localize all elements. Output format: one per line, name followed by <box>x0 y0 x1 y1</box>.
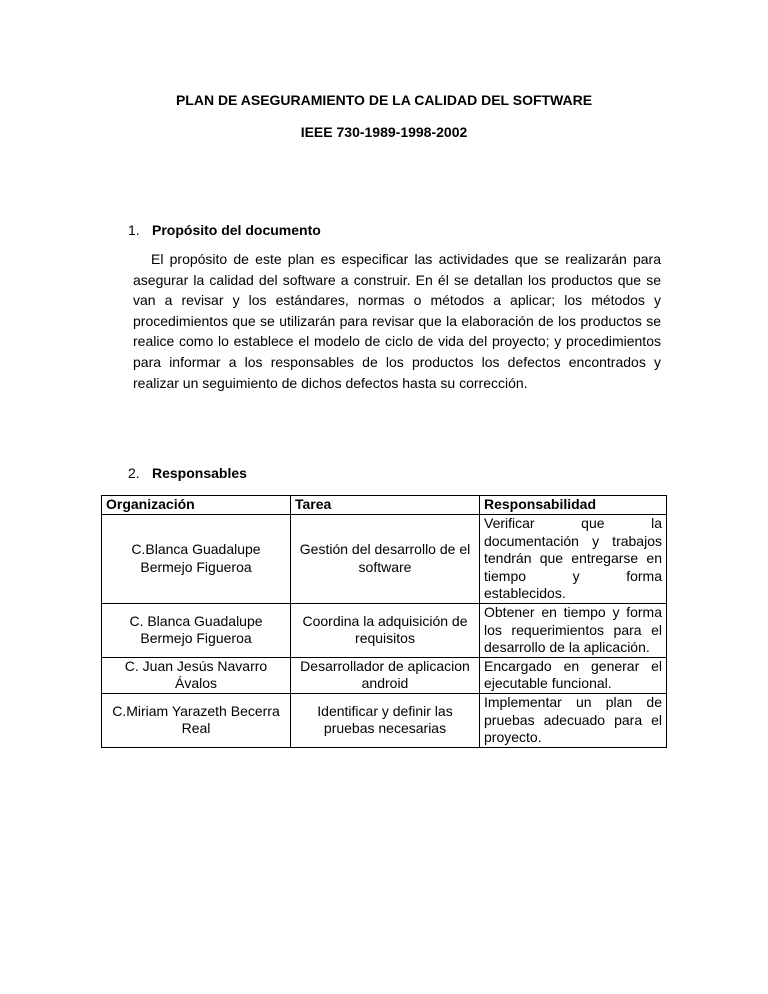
cell-tarea: Gestión del desarrollo de el software <box>291 515 480 604</box>
cell-organizacion: C. Blanca Guadalupe Bermejo Figueroa <box>102 603 291 657</box>
section-title: Responsables <box>152 465 247 481</box>
cell-organizacion: C.Blanca Guadalupe Bermejo Figueroa <box>102 515 291 604</box>
cell-responsabilidad: Encargado en generar el ejecutable funcional. <box>480 657 667 693</box>
responsables-table <box>101 495 667 748</box>
table-header-row <box>102 496 667 515</box>
table-row <box>102 657 667 693</box>
purpose-paragraph: El propósito de este plan es especificar las actividades que se realizarán para asegurar la calidad del software a construir. En él se detallan los productos que se van a revisar y los estándares, normas o métodos a aplicar; los métodos y procedimientos que se utilizarán para revisar que la elaboración de los productos se realice como lo establece el modelo de ciclo de vida del proyecto; y procedimientos para informar a los responsables de los productos los defectos encontrados y realizar un seguimiento de dichos defectos hasta su corrección. <box>133 251 661 391</box>
section-title: Propósito del documento <box>152 222 321 238</box>
table-row <box>102 515 667 604</box>
cell-tarea: Coordina la adquisición de requisitos <box>291 603 480 657</box>
section-number: 1. <box>128 222 140 238</box>
section-number: 2. <box>128 465 140 481</box>
table-row <box>102 603 667 657</box>
section-heading-responsables <box>128 465 247 481</box>
header-organizacion: Organización <box>102 496 291 515</box>
header-responsabilidad: Responsabilidad <box>480 496 667 515</box>
cell-tarea: Desarrollador de aplicacion android <box>291 657 480 693</box>
cell-responsabilidad: Implementar un plan de pruebas adecuado para el proyecto. <box>480 693 667 747</box>
document-title: PLAN DE ASEGURAMIENTO DE LA CALIDAD DEL SOFTWARE <box>175 92 593 108</box>
cell-tarea: Identificar y definir las pruebas necesarias <box>291 693 480 747</box>
cell-responsabilidad: Obtener en tiempo y forma los requerimientos para el desarrollo de la aplicación. <box>480 603 667 657</box>
cell-organizacion: C. Juan Jesús Navarro Ávalos <box>102 657 291 693</box>
table-row <box>102 693 667 747</box>
cell-responsabilidad: Verificar que la documentación y trabajos tendrán que entregarse en tiempo y forma establecidos. <box>480 515 667 604</box>
header-tarea: Tarea <box>291 496 480 515</box>
cell-organizacion: C.Miriam Yarazeth Becerra Real <box>102 693 291 747</box>
section-heading-purpose <box>128 222 321 238</box>
document-subtitle: IEEE 730-1989-1998-2002 <box>300 124 468 140</box>
